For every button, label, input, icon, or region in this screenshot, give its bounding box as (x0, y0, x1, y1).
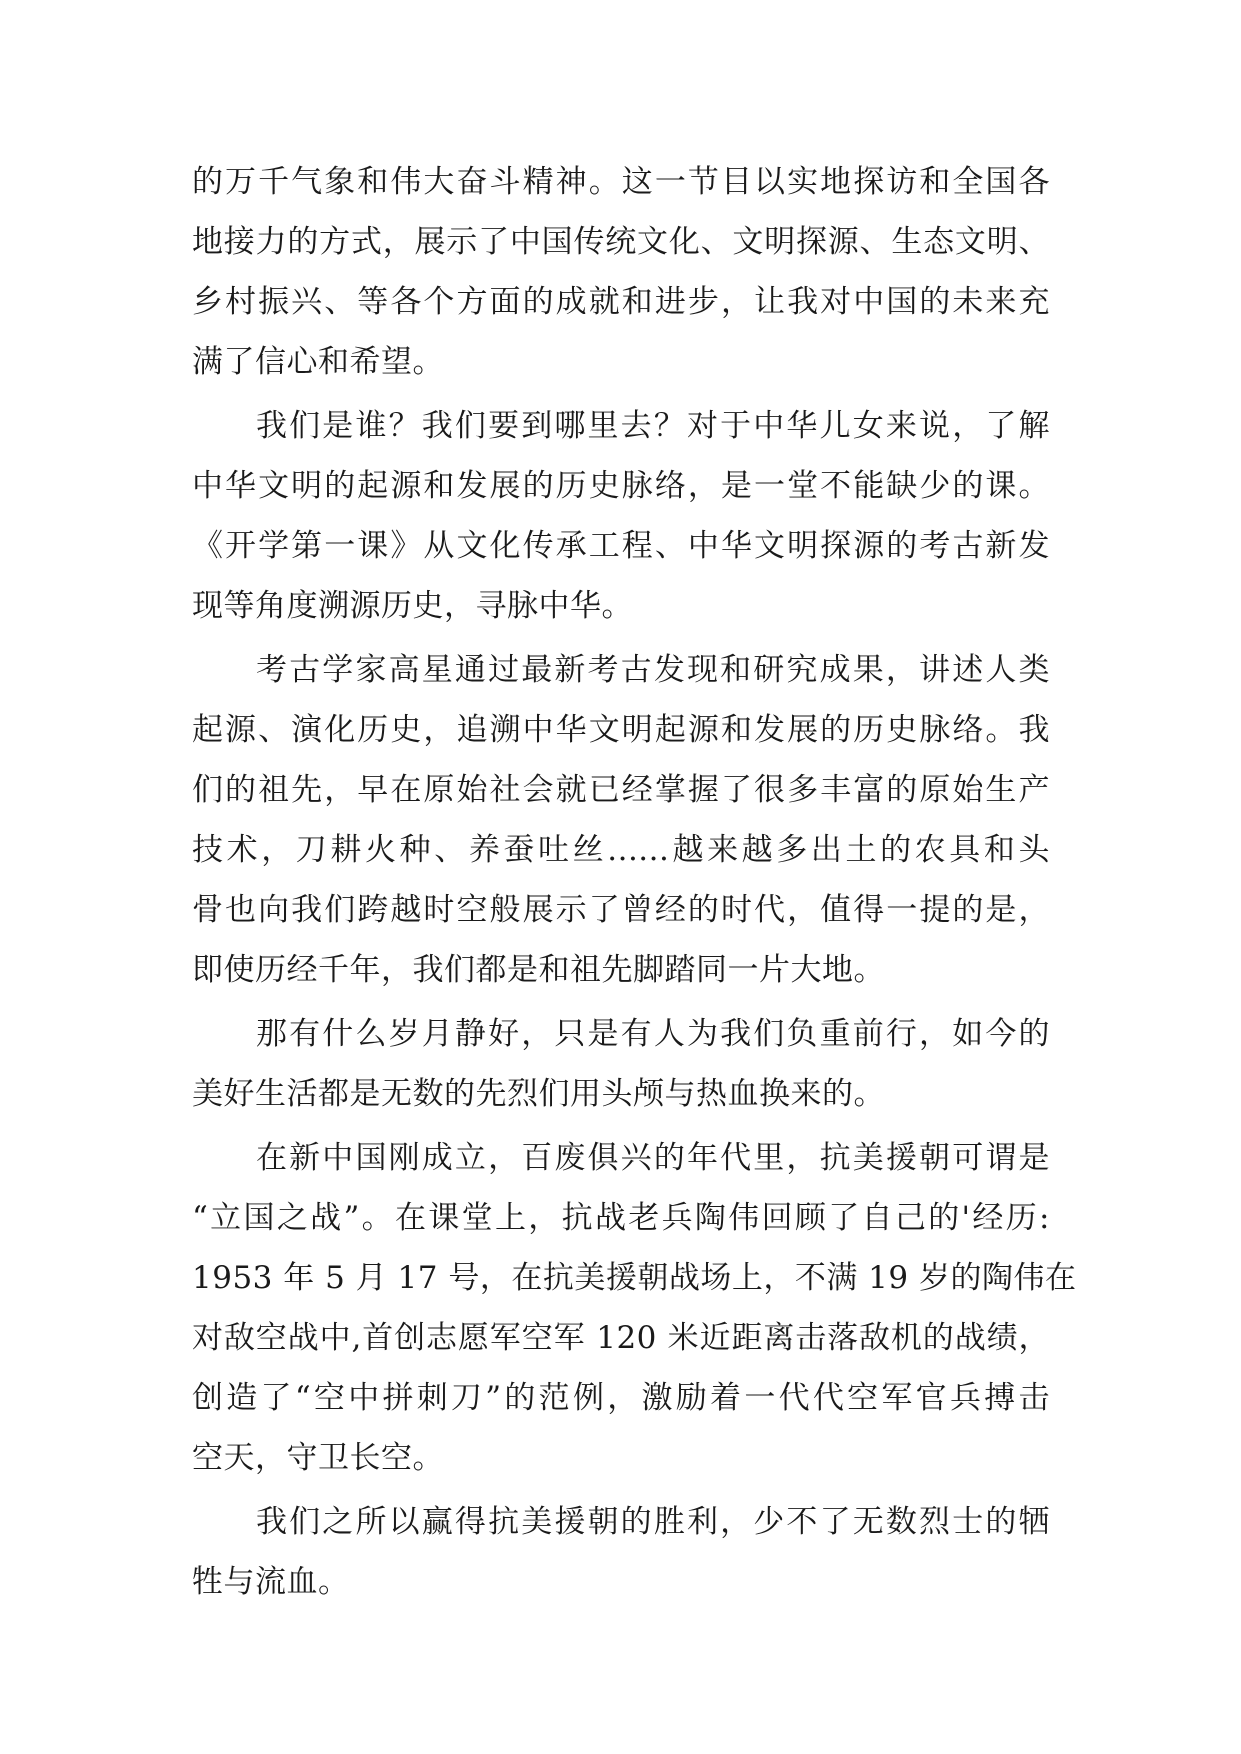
text-line: 考古学家高星通过最新考古发现和研究成果，讲述人类 (256, 652, 1050, 688)
paragraph-2 (192, 396, 1050, 636)
text-line: 空天，守卫长空。 (192, 1440, 444, 1476)
text-line: 满了信心和希望。 (192, 344, 444, 380)
text-line: 牲与流血。 (192, 1564, 350, 1600)
paragraph-5 (192, 1128, 1077, 1488)
text-line: 我们是谁？我们要到哪里去？对于中华儿女来说，了解 (256, 408, 1050, 444)
paragraph-6 (192, 1492, 1050, 1612)
text-line: 在新中国刚成立，百废俱兴的年代里，抗美援朝可谓是 (256, 1140, 1050, 1176)
text-line: 地接力的方式，展示了中国传统文化、文明探源、生态文明、 (192, 224, 1050, 260)
paragraph-1 (192, 152, 1050, 392)
text-line: 即使历经千年，我们都是和祖先脚踏同一片大地。 (192, 952, 885, 988)
text-line: 技术，刀耕火种、养蚕吐丝......越来越多出土的农具和头 (192, 832, 1050, 868)
text-line: “立国之战”。在课堂上，抗战老兵陶伟回顾了自己的'经历: (192, 1200, 1050, 1236)
paragraph-3 (192, 640, 1050, 1000)
text-line: 现等角度溯源历史，寻脉中华。 (192, 588, 633, 624)
document-body (192, 152, 1077, 1612)
text-line: 对敌空战中,首创志愿军空军 120 米近距离击落敌机的战绩， (192, 1320, 1050, 1356)
text-line: 的万千气象和伟大奋斗精神。这一节目以实地探访和全国各 (192, 164, 1050, 200)
text-line: 们的祖先，早在原始社会就已经掌握了很多丰富的原始生产 (192, 772, 1050, 808)
text-line: 中华文明的起源和发展的历史脉络，是一堂不能缺少的课。 (192, 468, 1050, 504)
paragraph-4 (192, 1004, 1050, 1124)
text-line: 我们之所以赢得抗美援朝的胜利，少不了无数烈士的牺 (256, 1504, 1050, 1540)
text-line: 乡村振兴、等各个方面的成就和进步，让我对中国的未来充 (192, 284, 1050, 320)
text-line: 骨也向我们跨越时空般展示了曾经的时代，值得一提的是， (192, 892, 1050, 928)
text-line: 那有什么岁月静好，只是有人为我们负重前行，如今的 (256, 1016, 1050, 1052)
text-line: 1953 年 5 月 17 号，在抗美援朝战场上，不满 19 岁的陶伟在 (192, 1260, 1077, 1296)
text-line: 起源、演化历史，追溯中华文明起源和发展的历史脉络。我 (192, 712, 1050, 748)
text-line: 美好生活都是无数的先烈们用头颅与热血换来的。 (192, 1076, 885, 1112)
text-line: 《开学第一课》从文化传承工程、中华文明探源的考古新发 (192, 528, 1050, 564)
text-line: 创造了“空中拼刺刀”的范例，激励着一代代空军官兵搏击 (192, 1380, 1050, 1416)
